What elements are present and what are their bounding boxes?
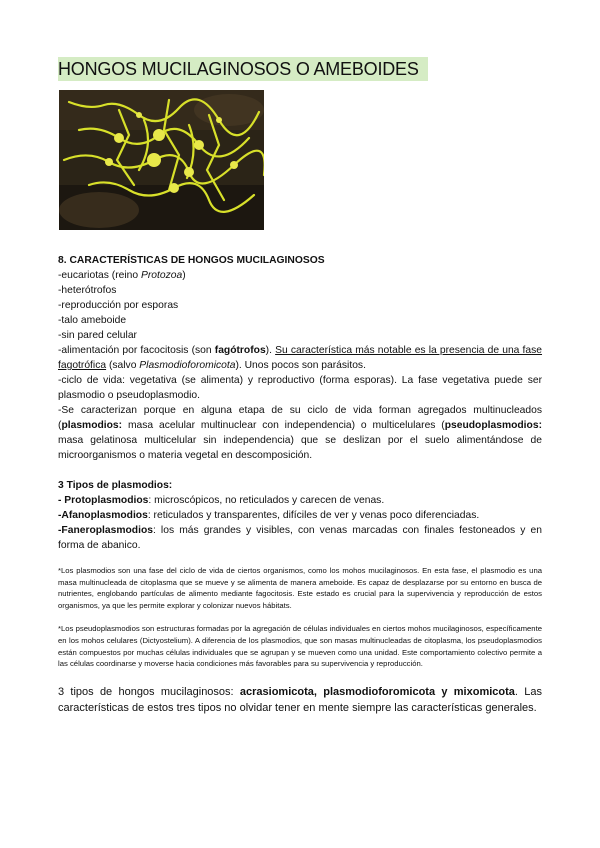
slime-mold-photo — [59, 90, 264, 230]
list-item: -alimentación por facocitosis (son fagótrofos). Su característica más notable es la presencia de una fase fagotrófica (salvo Plasmodioforomicota). Unos pocos son parásitos. — [58, 345, 543, 371]
footnote-plasmodios: *Los plasmodios son una fase del ciclo de vida de ciertos organismos, como los mohos mucilaginosos. En esta fase, el plasmodio es una masa multinucleada de citoplasma que se mueve y se alimenta de manera ameboide. Es capaz de desplazarse por su entorno en busca de nutrientes, englobando partículas de alimento mediante fagocitosis. Este estado es crucial para la supervivencia y reproducción de estos organismos, ya que les permite explorar y colonizar nuevos hábitats. — [58, 566, 542, 610]
slime-mold-illustration — [59, 90, 264, 230]
final-paragraph: 3 tipos de hongos mucilaginosos: acrasiomicota, plasmodioforomicota y mixomicota. Las características de estos tres tipos no olvidar tener en mente siempre las características generales. — [58, 685, 543, 714]
document-body — [58, 253, 542, 716]
list-item: -Faneroplasmodios: los más grandes y visibles, con venas marcadas con finales festoneados y en forma de abanico. — [58, 525, 542, 551]
page-title: HONGOS MUCILAGINOSOS O AMEBOIDES — [58, 57, 428, 81]
list-item: -talo ameboide — [58, 315, 127, 326]
tipos-heading: 3 Tipos de plasmodios: — [58, 480, 173, 491]
section-heading: 8. CARACTERÍSTICAS DE HONGOS MUCILAGINOSOS — [58, 255, 325, 266]
list-item: -reproducción por esporas — [58, 300, 179, 311]
list-item: -Afanoplasmodios: reticulados y transparentes, difíciles de ver y venas poco diferenciadas. — [58, 510, 480, 521]
list-item: -sin pared celular — [58, 330, 137, 341]
list-item: - Protoplasmodios: microscópicos, no reticulados y carecen de venas. — [58, 495, 385, 506]
list-item: -Se caracterizan porque en alguna etapa de su ciclo de vida forman agregados multinucleados (plasmodios: masa acelular multinuclear con independencia) o multicelulares (pseudoplasmodios: masa gelatinosa multicelular sin independencia) que se deslizan por el suelo alimentándose de microorganismos o materia vegetal en descomposición. — [58, 405, 542, 461]
list-item: -eucariotas (reino Protozoa) — [58, 270, 186, 281]
list-item: -heterótrofos — [58, 285, 117, 296]
footnote-pseudoplasmodios: *Los pseudoplasmodios son estructuras formadas por la agregación de células individuales en ciertos mohos mucilaginosos, específicamente en los mohos celulares (Dictyostelium). A diferencia de los plasmodios, que son masas multinucleadas de citoplasma, los pseudoplasmodios están compuestos por muchas células individuales que se agrupan y se mueven como una unidad. Este comportamiento colectivo permite a las células coordinarse y moverse hacia condiciones más favorables para su supervivencia y reproducción. — [58, 624, 542, 669]
list-item: -ciclo de vida: vegetativa (se alimenta) y reproductivo (forma esporas). La fase vegetativa puede ser plasmodio o pseudoplasmodio. — [58, 375, 542, 401]
